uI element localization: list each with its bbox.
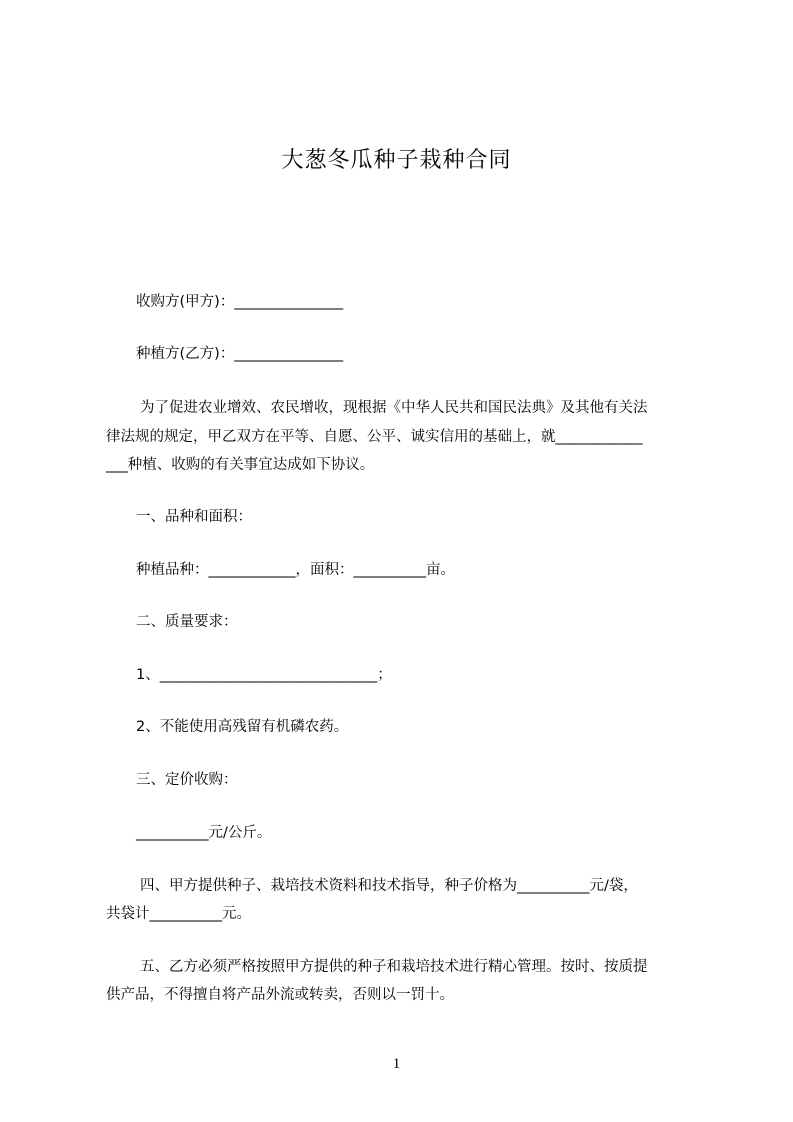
section-4-line-2: 共袋计__________元。 bbox=[106, 906, 251, 922]
page-number: 1 bbox=[392, 1056, 401, 1072]
section-2-item-1: 1、______________________________； bbox=[136, 667, 392, 683]
section-4-line-1: 四、甲方提供种子、栽培技术资料和技术指导，种子价格为__________元/袋， bbox=[140, 878, 638, 894]
preamble-line-2: 律法规的规定，甲乙双方在平等、自愿、公平、诚实信用的基础上，就____________ bbox=[106, 429, 643, 445]
section-3-heading: 三、定价收购： bbox=[136, 772, 238, 788]
grower-line: 种植方(乙方)：_______________ bbox=[136, 346, 344, 362]
buyer-line: 收购方(甲方)：_______________ bbox=[136, 294, 344, 310]
preamble-line-1: 为了促进农业增效、农民增收，现根据《中华人民共和国民法典》及其他有关法 bbox=[140, 400, 648, 416]
section-1-content: 种植品种：____________，面积：__________亩。 bbox=[136, 562, 455, 578]
section-3-content: __________元/公斤。 bbox=[136, 825, 272, 841]
section-1-heading: 一、品种和面积： bbox=[136, 509, 252, 525]
preamble-line-3: ___种植、收购的有关事宜达成如下协议。 bbox=[106, 457, 375, 473]
section-2-item-2: 2、不能使用高残留有机磷农药。 bbox=[136, 719, 349, 735]
section-5-line-1: 五、乙方必须严格按照甲方提供的种子和栽培技术进行精心管理。按时、按质提 bbox=[140, 959, 648, 975]
section-5-line-2: 供产品，不得擅自将产品外流或转卖，否则以一罚十。 bbox=[106, 987, 454, 1003]
document-title: 大葱冬瓜种子栽种合同 bbox=[281, 148, 512, 173]
section-2-heading: 二、质量要求： bbox=[136, 614, 238, 630]
